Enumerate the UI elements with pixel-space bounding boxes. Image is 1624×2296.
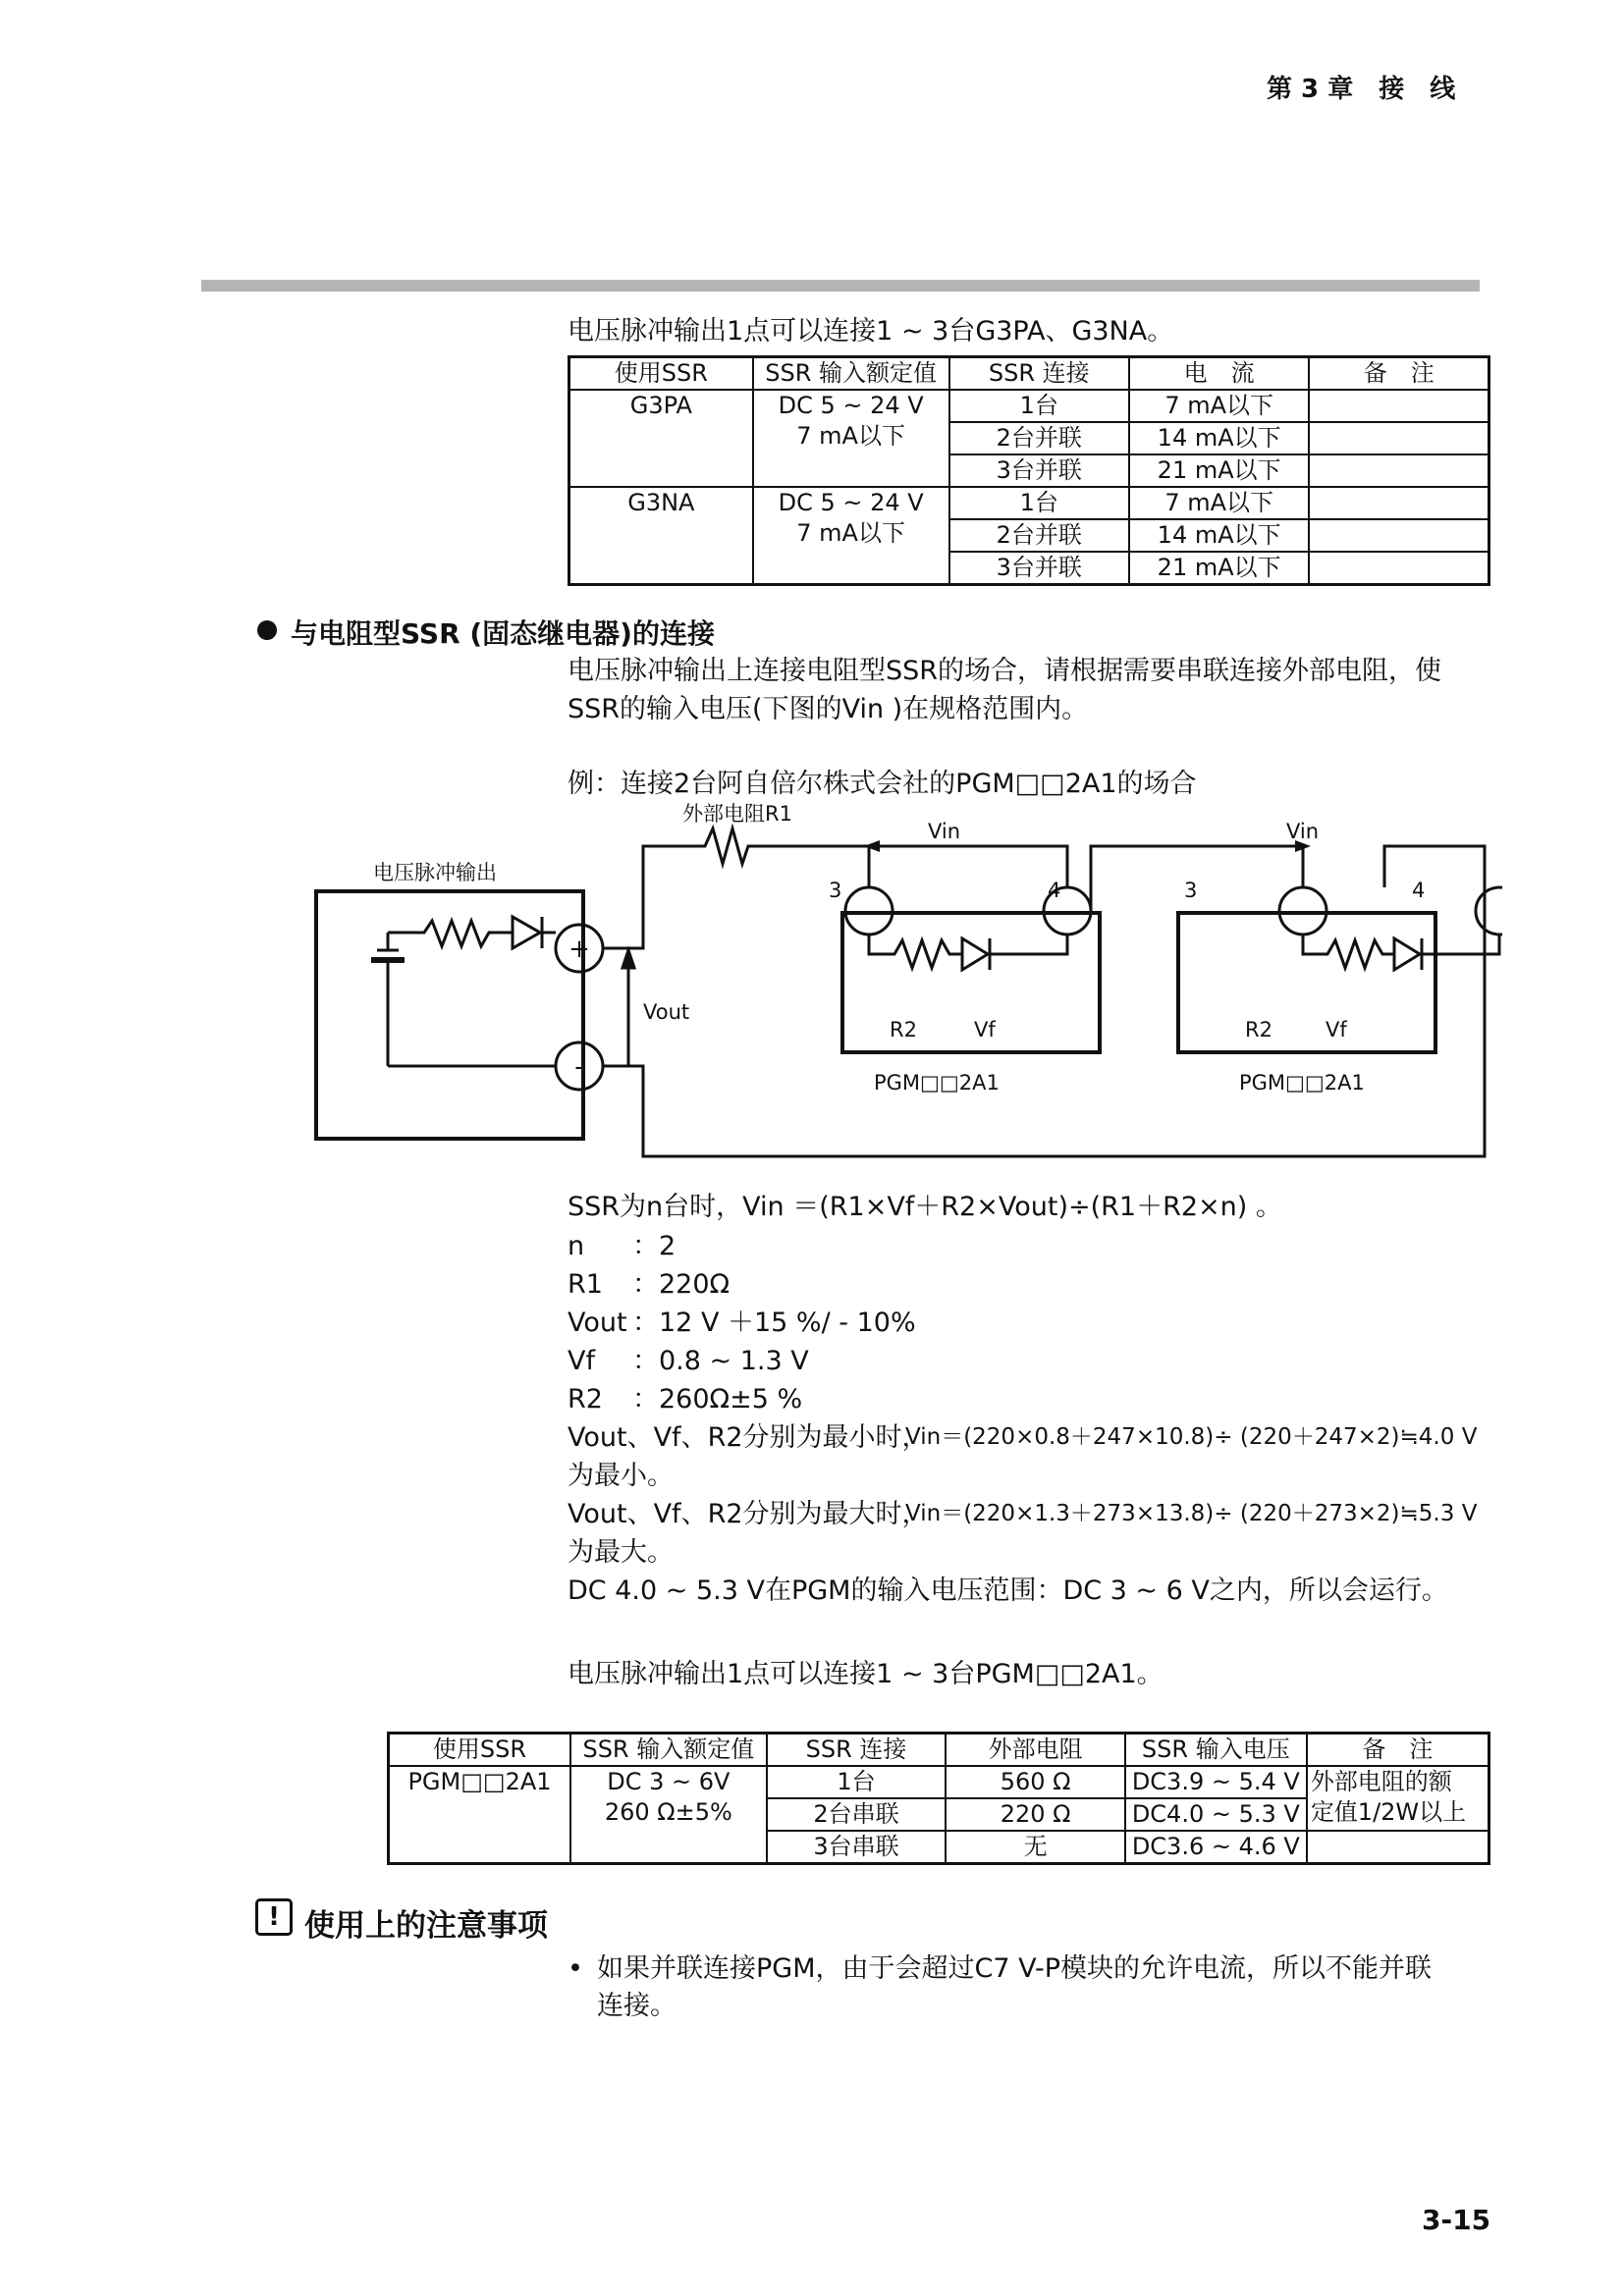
table-header: 使用SSR (389, 1734, 570, 1767)
connection-cell: 1台 (949, 487, 1129, 519)
table-row (389, 1766, 1489, 1798)
param-name: n (568, 1231, 585, 1261)
resistor-cell: 560 Ω (946, 1766, 1124, 1798)
rating-cell (753, 487, 949, 585)
current-cell: 14 mA以下 (1129, 422, 1310, 454)
current-cell: 21 mA以下 (1129, 454, 1310, 487)
table-header: SSR 连接 (767, 1734, 947, 1767)
example-caption: 例：连接2台阿自倍尔株式会社的PGM□□2A1的场合 (568, 769, 1197, 799)
rating-line: 7 mA以下 (796, 422, 905, 450)
connection-cell: 3台并联 (949, 454, 1129, 487)
pulse-output-label: 电压脉冲输出 (373, 861, 497, 884)
table2-intro: 电压脉冲输出1点可以连接1 ~ 3台PGM□□2A1。 (568, 1659, 1164, 1689)
rating-line: 260 Ω±5% (604, 1798, 732, 1826)
caution-item-line: 连接。 (597, 1991, 677, 2021)
section-divider (201, 280, 1480, 292)
vin-label-2: Vin (1286, 820, 1320, 843)
vf-label-2: Vf (1326, 1018, 1347, 1041)
voltage-cell: DC4.0 ~ 5.3 V (1125, 1798, 1307, 1831)
table-header: SSR 连接 (949, 357, 1129, 391)
rating-line: 7 mA以下 (796, 519, 905, 547)
vout-label: Vout (643, 1000, 690, 1024)
remark-line: 定值1/2W以上 (1310, 1798, 1467, 1826)
caution-item-line: 如果并联连接PGM，由于会超过C7 V-P模块的允许电流，所以不能并联 (597, 1953, 1433, 1984)
page-number: 3-15 (1422, 2204, 1491, 2236)
rating-cell (753, 390, 949, 487)
min-suffix: 为最小。 (568, 1461, 674, 1491)
circuit-schematic (295, 803, 1502, 1168)
table-header: 备 注 (1309, 357, 1489, 391)
rating-line: DC 5 ~ 24 V (778, 489, 924, 516)
max-prefix: Vout、Vf、R2分别为最大时， (568, 1499, 929, 1529)
terminal-3-label: 3 (829, 879, 842, 902)
table-header-row (569, 357, 1489, 391)
current-cell: 7 mA以下 (1129, 390, 1310, 422)
connection-cell: 1台 (949, 390, 1129, 422)
connection-cell: 2台串联 (767, 1798, 947, 1831)
resistor-cell: 220 Ω (946, 1798, 1124, 1831)
param-name: Vout (568, 1308, 627, 1338)
terminal-4-label: 4 (1412, 879, 1426, 902)
caution-heading: 使用上的注意事项 (304, 1908, 548, 1944)
remark-cell (1309, 487, 1489, 519)
param-value: ：260Ω±5 % (632, 1384, 803, 1415)
remark-cell (1309, 519, 1489, 552)
max-suffix: 为最大。 (568, 1537, 674, 1568)
current-cell: 21 mA以下 (1129, 552, 1310, 585)
ssr-model-cell: PGM□□2A1 (389, 1766, 570, 1864)
ssr-model-cell: G3PA (569, 390, 753, 487)
param-name: R1 (568, 1269, 603, 1300)
ssr-model-cell: G3NA (569, 487, 753, 585)
table1-intro: 电压脉冲输出1点可以连接1 ~ 3台G3PA、G3NA。 (568, 316, 1174, 347)
remark-cell (1309, 454, 1489, 487)
r2-label-2: R2 (1245, 1018, 1272, 1041)
section-paragraph-line: SSR的输入电压(下图的Vin )在规格范围内。 (568, 694, 1089, 724)
rating-line: DC 5 ~ 24 V (778, 392, 924, 419)
table-row (569, 390, 1489, 422)
rating-line: DC 3 ~ 6V (607, 1768, 731, 1795)
table-header: 使用SSR (569, 357, 753, 391)
resistor-ssr-table (387, 1732, 1490, 1865)
table-row (569, 487, 1489, 519)
voltage-cell: DC3.9 ~ 5.4 V (1125, 1766, 1307, 1798)
connection-cell: 3台并联 (949, 552, 1129, 585)
terminal-3-label: 3 (1184, 879, 1198, 902)
minus-terminal-label: - (574, 1052, 584, 1082)
current-cell: 14 mA以下 (1129, 519, 1310, 552)
ext-resistor-label: 外部电阻R1 (682, 803, 792, 826)
min-calculation: Vin＝(220×0.8＋247×10.8)÷ (220＋247×2)≒4.0 V (905, 1424, 1478, 1450)
remark-cell (1307, 1831, 1489, 1864)
vf-label-1: Vf (974, 1018, 996, 1041)
param-name: R2 (568, 1384, 603, 1415)
bullet-dot (257, 620, 277, 640)
current-cell: 7 mA以下 (1129, 487, 1310, 519)
rating-cell (570, 1766, 767, 1864)
section-paragraph-line: 电压脉冲输出上连接电阻型SSR的场合，请根据需要串联连接外部电阻，使 (568, 656, 1442, 686)
ssr-current-table (568, 355, 1490, 586)
table-header: SSR 输入额定值 (753, 357, 949, 391)
remark-cell (1309, 422, 1489, 454)
r2-label-1: R2 (890, 1018, 917, 1041)
voltage-cell: DC3.6 ~ 4.6 V (1125, 1831, 1307, 1864)
connection-cell: 1台 (767, 1766, 947, 1798)
remark-cell (1307, 1766, 1489, 1831)
vin-label-1: Vin (928, 820, 961, 843)
max-calculation: Vin＝(220×1.3＋273×13.8)÷ (220＋273×2)≒5.3 V (905, 1501, 1478, 1526)
table-header: 备 注 (1307, 1734, 1489, 1767)
param-value: ：0.8 ~ 1.3 V (632, 1346, 809, 1376)
param-value: ：12 V ＋15 %/ - 10% (632, 1308, 916, 1338)
remark-cell (1309, 390, 1489, 422)
table-header: 外部电阻 (946, 1734, 1124, 1767)
param-value: ：220Ω (632, 1269, 731, 1300)
ssr-model-label-1: PGM□□2A1 (874, 1071, 1000, 1095)
param-name: Vf (568, 1346, 595, 1376)
main-formula: SSR为n台时，Vin ＝(R1×Vf＋R2×Vout)÷(R1＋R2×n) 。 (568, 1192, 1282, 1222)
remark-cell (1309, 552, 1489, 585)
param-value: ：2 (632, 1231, 677, 1261)
min-prefix: Vout、Vf、R2分别为最小时， (568, 1422, 929, 1453)
bullet-icon: • (568, 1953, 583, 1984)
connection-cell: 2台并联 (949, 422, 1129, 454)
connection-cell: 3台串联 (767, 1831, 947, 1864)
remark-line: 外部电阻的额 (1310, 1768, 1452, 1795)
terminal-4-label: 4 (1048, 879, 1061, 902)
connection-cell: 2台并联 (949, 519, 1129, 552)
table-header: 电 流 (1129, 357, 1310, 391)
plus-terminal-label: + (568, 934, 590, 964)
section-heading: 与电阻型SSR (固态继电器)的连接 (291, 617, 715, 650)
table-header: SSR 输入额定值 (570, 1734, 767, 1767)
ssr-model-label-2: PGM□□2A1 (1239, 1071, 1365, 1095)
warning-icon: ! (255, 1898, 293, 1936)
table-header-row (389, 1734, 1489, 1767)
chapter-title: 第 3 章 接 线 (1267, 75, 1456, 104)
resistor-cell: 无 (946, 1831, 1124, 1864)
table-header: SSR 输入电压 (1125, 1734, 1307, 1767)
conclusion: DC 4.0 ~ 5.3 V在PGM的输入电压范围：DC 3 ~ 6 V之内，所以会运行。 (568, 1575, 1448, 1606)
